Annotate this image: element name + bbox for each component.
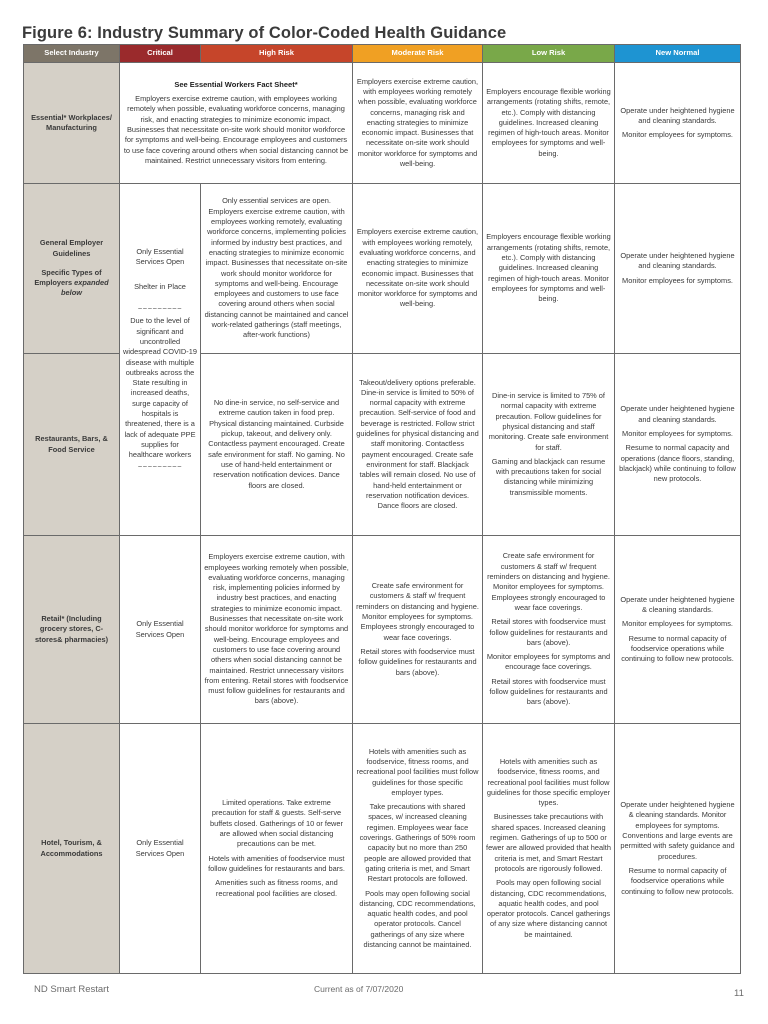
cell-text: Take precautions with shared spaces, w/ increased cleaning regimen. Employees wear face coverings. Gatherings of 50% room capacity but no more than 250 people are allowed provided that gating criteria is met, and Smart Restart protocols are followed. (359, 802, 476, 884)
cell-text: Monitor employees for symptoms. (622, 275, 733, 285)
new-normal-cell (615, 184, 741, 354)
critical-cell (120, 184, 201, 536)
cell-text: Retail stores with foodservice must follow guidelines for restaurants and bars (above). (489, 617, 608, 647)
header-critical: Critical (120, 45, 201, 63)
cell-text: Only Essential Services Open (135, 247, 185, 267)
cell-text: Pools may open following social distancing, CDC recommendations, aquatic health codes, and pool operator protocols. Cancel gatherings of any size where distancing cannot be maintained. (359, 888, 476, 950)
header-moderate-risk: Moderate Risk (353, 45, 483, 63)
cell-text: Hotels with amenities such as foodservice, fitness rooms, and recreational pool facilities must follow guidelines for those specific employer types. (356, 746, 479, 797)
table-row (24, 184, 741, 354)
cell-text: Specific Types of Employers (34, 267, 102, 288)
cell-text: Resume to normal capacity and operations (dance floors, standing, blackjack) while continuing to follow new protocols. (619, 443, 736, 484)
divider-text: ~~~~~~~~~ (137, 461, 183, 471)
low-cell: Employers encourage flexible working arrangements (rotating shifts, remote, etc.). Comply with distancing guidelines. Increased cleaning regimen of high-touch areas. Monitor employees for symptoms and well-being. (483, 63, 615, 184)
critical-high-merged-cell (120, 63, 353, 184)
header-select-industry: Select Industry (24, 45, 120, 63)
fact-sheet-heading: See Essential Workers Fact Sheet* (174, 79, 298, 89)
cell-text: Dine-in service is limited to 75% of normal capacity with extreme precaution. Follow guidelines for physical distancing and staff monitoring. Create safe environment for staff. (488, 391, 609, 452)
new-normal-cell (615, 536, 741, 724)
header-low-risk: Low Risk (483, 45, 615, 63)
industry-cell (24, 184, 120, 354)
cell-text: General Employer Guidelines (39, 238, 104, 258)
industry-cell: Essential* Workplaces/ Manufacturing (24, 63, 120, 184)
industry-cell: Retail* (Including grocery stores, C-stores& pharmacies) (24, 536, 120, 724)
table-row (24, 536, 741, 724)
high-cell (201, 724, 353, 974)
cell-text: Operate under heightened hygiene and cleaning standards. (620, 251, 735, 271)
cell-text: Resume to normal capacity of foodservice operations while continuing to follow new protocols. (621, 633, 734, 664)
cell-text: Create safe environment for customers & staff w/ frequent reminders on distancing and hygiene. Monitor employees for symptoms. Employees strongly encouraged to wear face coverings. (356, 581, 479, 642)
cell-text: Retail stores with foodservice must follow guidelines for restaurants and bars (above). (358, 646, 477, 677)
industry-cell: Restaurants, Bars, & Food Service (24, 354, 120, 536)
cell-text: Operate under heightened hygiene & cleaning standards. (620, 594, 735, 614)
new-normal-cell (615, 63, 741, 184)
table-row (24, 63, 741, 184)
moderate-cell (353, 724, 483, 974)
low-cell (483, 724, 615, 974)
low-cell (483, 354, 615, 536)
cell-text: Due to the level of significant and uncontrolled widespread COVID-19 disease with multiple outbreaks across the State resulting in increased deaths, surge capacity of hospitals is threatened, there is a lack of adequate PPE supplies for healthcare workers (123, 316, 197, 460)
cell-text: Amenities such as fitness rooms, and recreational pool facilities are closed. (215, 878, 338, 898)
cell-text: Hotels with amenities of foodservice must follow guidelines for restaurants and bars. (208, 853, 345, 873)
divider-text: ~~~~~~~~~ (137, 304, 183, 314)
cell-text: Monitor employees for symptoms. (622, 619, 733, 629)
figure-title: Figure 6: Industry Summary of Color-Coded Health Guidance (22, 24, 507, 42)
footer-brand: ND Smart Restart (34, 984, 109, 995)
header-high-risk: High Risk (201, 45, 353, 63)
industry-cell: Hotel, Tourism, & Accommodations (24, 724, 120, 974)
high-cell: Only essential services are open. Employers exercise extreme caution, with employees working remotely, evaluating workforce concerns, implementing policies informed by industry best practices, and enacting strategies to minimize economic impact. Businesses that necessitate on-site work should monitor workforce for symptoms and well-being. Encourage employees and customers to use face covering around others when social distancing cannot be maintained and cancel work-related gatherings (staff meetings, after-work functions) (201, 184, 353, 354)
cell-text: Monitor employees for symptoms. (622, 130, 733, 140)
cell-text: Gaming and blackjack can resume with precautions taken for social distancing while minimizing transmissible moments. (491, 456, 606, 497)
guidance-table (23, 44, 741, 974)
cell-text: Operate under heightened hygiene & cleaning standards. Monitor employees for symptoms. Conventions and large events are permitted with safety guidance and procedures. (620, 800, 735, 861)
cell-text: Shelter in Place (134, 281, 186, 291)
page-number: 11 (734, 988, 744, 999)
cell-text: Create safe environment for customers & staff w/ frequent reminders on distancing and hygiene. Monitor employees for symptoms. Employees strongly encouraged to wear face coverings. (487, 551, 610, 612)
cell-text: Businesses take precautions with shared spaces. Increased cleaning regimen. Gatherings of up to 500 or fewer are allowed provided that health criteria is met, and Smart Restart protocols are rigorously followed. (486, 812, 611, 873)
new-normal-cell (615, 354, 741, 536)
cell-text: Monitor employees for symptoms and encourage face coverings. (486, 652, 611, 672)
low-cell: Employers encourage flexible working arrangements (rotating shifts, remote, etc.). Comply with distancing guidelines. Increased cleaning regimen of high-touch areas. Monitor employees for symptoms and well-being. (483, 184, 615, 354)
high-cell: Employers exercise extreme caution, with employees working remotely when possible, evaluating workforce concerns, managing risk, implementing policies informed by industry best practices, and enacting strategies to minimize economic impact. Businesses that necessitate on-site work should monitor workforce for symptoms and well-being. Encourage employees and customers to use face covering around others when social distancing cannot be maintained. Restrict unnecessary visitors from entering. Retail stores with foodservice must follow guidelines for restaurants and bars (above). (201, 536, 353, 724)
expanded-below-note: expanded below (61, 278, 109, 298)
low-cell (483, 536, 615, 724)
cell-text: Pools may open following social distancing, CDC recommendations, aquatic health codes, and pool operator protocols. Cancel gatherings of any size where distancing cannot be maintained. (486, 878, 611, 939)
cell-text: Retail stores with foodservice must follow guidelines for restaurants and bars (above). (489, 676, 608, 707)
cell-text: Hotels with amenities such as foodservice, fitness rooms, and recreational pool facilities must follow guidelines for those specific employer types. (486, 756, 611, 808)
moderate-cell: Employers exercise extreme caution, with employees working remotely when possible, evaluating workforce concerns, managing risk and enacting strategies to minimize economic impact. Businesses that necessitate on-site work should monitor workforce for symptoms and well-being. (353, 63, 483, 184)
high-cell: No dine-in service, no self-service and extreme caution taken in food prep. Physical distancing maintained. Curbside pickup, takeout, and delivery only. Contactless payment encouraged. Create safe environment for staff. No gaming. No use of hand-held entertainment or reservation notification devices. Dance floors are closed. (201, 354, 353, 536)
moderate-cell: Takeout/delivery options preferable. Dine-in service is limited to 50% of normal capacity with extreme precaution. Self-service of food and beverage is restricted. Follow strict guidelines for physical distancing and staff monitoring. Contactless payment encouraged. Create safe environment for staff. Blackjack tables will remain closed. No use of hand-held entertainment or reservation notification devices. Dance floors are closed. (353, 354, 483, 536)
new-normal-cell (615, 724, 741, 974)
cell-text: Operate under heightened hygiene and cleaning standards. (620, 105, 735, 125)
cell-text: Limited operations. Take extreme precaution for staff & guests. Self-serve buffets closed. Gatherings of 10 or fewer are allowed when social distancing precautions can be met. (210, 798, 343, 849)
moderate-cell (353, 536, 483, 724)
cell-text: Resume to normal capacity of foodservice operations while continuing to follow new protocols. (621, 865, 734, 896)
moderate-cell: Employers exercise extreme caution, with employees working remotely, evaluating workforce concerns, and enacting strategies to minimize economic impact. Businesses that necessitate on-site work should monitor workforce for symptoms and well-being. (353, 184, 483, 354)
header-row (24, 45, 741, 63)
cell-text: Operate under heightened hygiene and cleaning standards. (620, 404, 735, 424)
cell-text: Monitor employees for symptoms. (622, 429, 733, 439)
critical-cell: Only Essential Services Open (120, 536, 201, 724)
critical-cell: Only Essential Services Open (120, 724, 201, 974)
header-new-normal: New Normal (615, 45, 741, 63)
table-row (24, 724, 741, 974)
cell-text: Employers exercise extreme caution, with employees working remotely when possible, evaluating workforce concerns, managing risk, and enacting strategies to minimize economic impact. Businesses that necessitate on-site work should monitor workforce for symptoms and well-being. Encourage employees and customers to use face covering around others when social distancing cannot be maintained. Restrict unnecessary visitors from entering. (123, 94, 349, 165)
footer-date: Current as of 7/07/2020 (314, 984, 404, 994)
